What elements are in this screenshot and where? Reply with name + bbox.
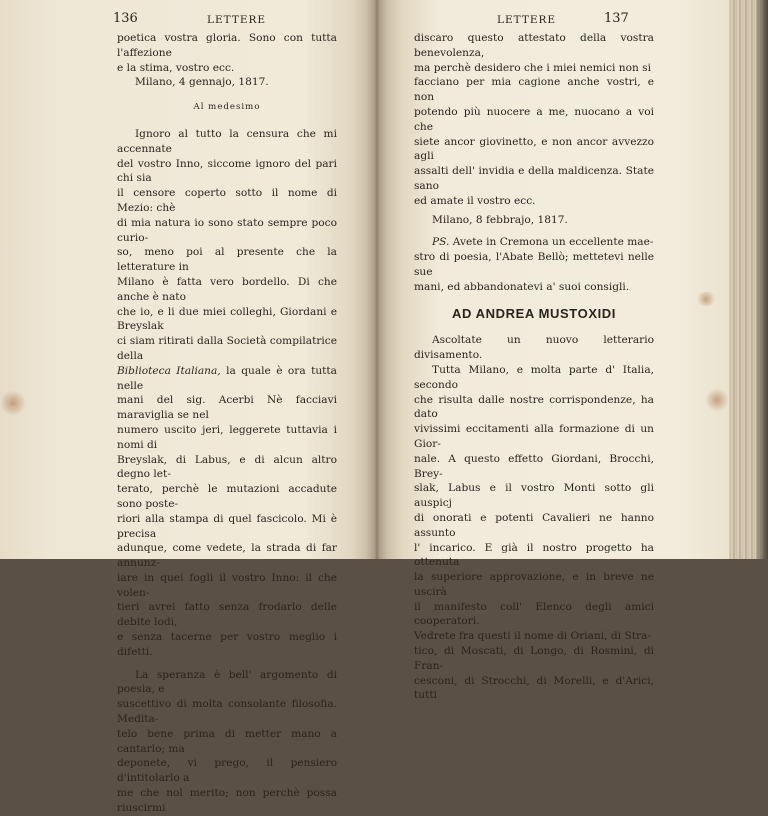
ps-label: PS. [432, 236, 450, 249]
stain-mark [695, 292, 717, 306]
text-line: Tutta Milano, e molta parte d' Italia, secondo [414, 363, 654, 391]
text-line: Vedrete fra questi il nome di Oriani, di Stra- [414, 630, 651, 643]
text-line: ci siam ritirati dalla Società compilatrice della [117, 335, 337, 362]
stain-mark [0, 390, 26, 416]
italic-title: Biblioteca Italiana, [117, 364, 221, 377]
right-page-number: 137 [604, 11, 629, 26]
text-line: cesconi, di Strocchi, di Morelli, e d'Arici, tutti [414, 674, 654, 702]
text-line: mani, ed abbandonatevi a' suoi consigli. [414, 280, 630, 293]
text-line: e senza tacerne per vostro meglio i difetti. [117, 631, 337, 658]
text-line: tieri avrei fatto senza frodarlo delle debite lodi, [117, 601, 337, 629]
stain-mark [705, 388, 729, 412]
text-line: stro di poesia, l'Abate Bellò; mettetevi nelle sue [414, 251, 654, 278]
text-line: Breyslak, di Labus, e di alcun altro degno let- [117, 453, 337, 481]
letter-recipient: Al medesimo [193, 102, 261, 113]
text-line: telo bene prima di metter mano a cantarlo; ma [117, 727, 337, 755]
text-line: il censore coperto sotto il nome di Mezio: chè [117, 187, 337, 214]
letter-heading: AD ANDREA MUSTOXIDI [451, 305, 617, 321]
text-line: suscettivo di molta consolante filosofia. Medita- [117, 698, 337, 726]
text-line: ed amate il vostro ecc. [414, 194, 536, 207]
text-line: discaro questo attestato della vostra benevolenza, [414, 32, 654, 59]
paragraph [117, 127, 337, 660]
text-line: del vostro Inno, siccome ignoro del pari chi sia [117, 157, 337, 185]
text-line: ma perchè desidero che i miei nemici non si [414, 61, 652, 74]
text-line: l' incarico. E già il nostro progetto ha ottenuta [414, 541, 654, 569]
text-line: potendo più nuocere a me, nuocano a voi che [414, 105, 654, 133]
text-line: di onorati e potenti Cavalieri ne hanno assunto [414, 511, 654, 539]
text-line: Ignoro al tutto la censura che mi accennate [117, 127, 337, 155]
right-page [377, 0, 729, 702]
left-running-head: LETTERE [207, 14, 267, 26]
text-line: Ascoltate un nuovo letterario divisamento. [414, 334, 654, 362]
paragraph [414, 31, 654, 209]
book-gutter [352, 0, 402, 559]
text-line: me che nol merito; non perchè possa riuscirmi [117, 787, 337, 814]
text-line: adunque, come vedete, la strada di far annunz- [117, 542, 337, 570]
text-line: so, meno poi al presente che la letterature in [117, 246, 337, 274]
postscript [414, 235, 654, 294]
left-page-number: 136 [113, 11, 138, 26]
text-line: siete ancor giovinetto, e non ancor avvezzo agli [414, 135, 654, 163]
text-line: poetica vostra gloria. Sono con tutta l'affezione [117, 32, 337, 59]
text-line: Milano è fatta vero bordello. Di che anche è nato [117, 275, 337, 303]
letter-date: Milano, 8 febbrajo, 1817. [432, 213, 568, 226]
text-line: slak, Labus e il vostro Monti sotto gli auspicj [414, 482, 654, 510]
paragraph [414, 363, 654, 703]
text-line: iare in quei fogli il vostro Inno: il che volen- [117, 571, 337, 599]
right-text [414, 31, 654, 703]
text-line: vivissimi eccitamenti alla formazione di un Gior- [414, 423, 654, 450]
text-line: mani del sig. Acerbi Nè facciavi maraviglia se nel [117, 394, 337, 422]
text-line: riori alla stampa di quel fascicolo. Mi è precisa [117, 512, 337, 540]
text-line: facciano per mia cagione anche vostri, e non [414, 76, 654, 104]
right-running-head: LETTERE [497, 14, 557, 26]
text-line: assalti dell' invidia e della maldicenza. State sano [414, 165, 654, 192]
text-line: deponete, vi prego, il pensiero d'intitolarlo a [117, 757, 337, 785]
text-line: il manifesto coll' Elenco degli amici cooperatori. [414, 600, 654, 628]
text-line: che risulta dalle nostre corrispondenze, ha dato [414, 393, 654, 421]
text-line: e la stima, vostro ecc. [117, 61, 235, 74]
text-line: la superiore approvazione, e in breve ne uscirà [414, 571, 654, 598]
text-line: tico, di Moscati, di Longo, di Rosmini, di Fran- [414, 645, 654, 672]
text-line: numero uscito jeri, leggerete tuttavia i nomi di [117, 423, 337, 451]
text-line: nale. A questo effetto Giordani, Brocchi, Brey- [414, 452, 654, 480]
text-line: che io, e li due miei colleghi, Giordani e Breyslak [117, 305, 337, 333]
text-line: di mia natura io sono stato sempre poco curio- [117, 216, 337, 244]
text-line: La speranza è bell' argomento di poesia, e [117, 668, 337, 696]
text-line: terato, perchè le mutazioni accadute sono poste- [117, 483, 337, 510]
paragraph [117, 668, 337, 816]
letter-date: Milano, 4 gennajo, 1817. [135, 76, 269, 89]
edge-shadow [756, 0, 768, 559]
text-line: Biblioteca Italiana, la quale è ora tutta nelle [117, 364, 338, 392]
text-line: PS. Avete in Cremona un eccellente mae- [432, 236, 654, 249]
left-page [0, 0, 377, 814]
left-text [117, 31, 337, 816]
